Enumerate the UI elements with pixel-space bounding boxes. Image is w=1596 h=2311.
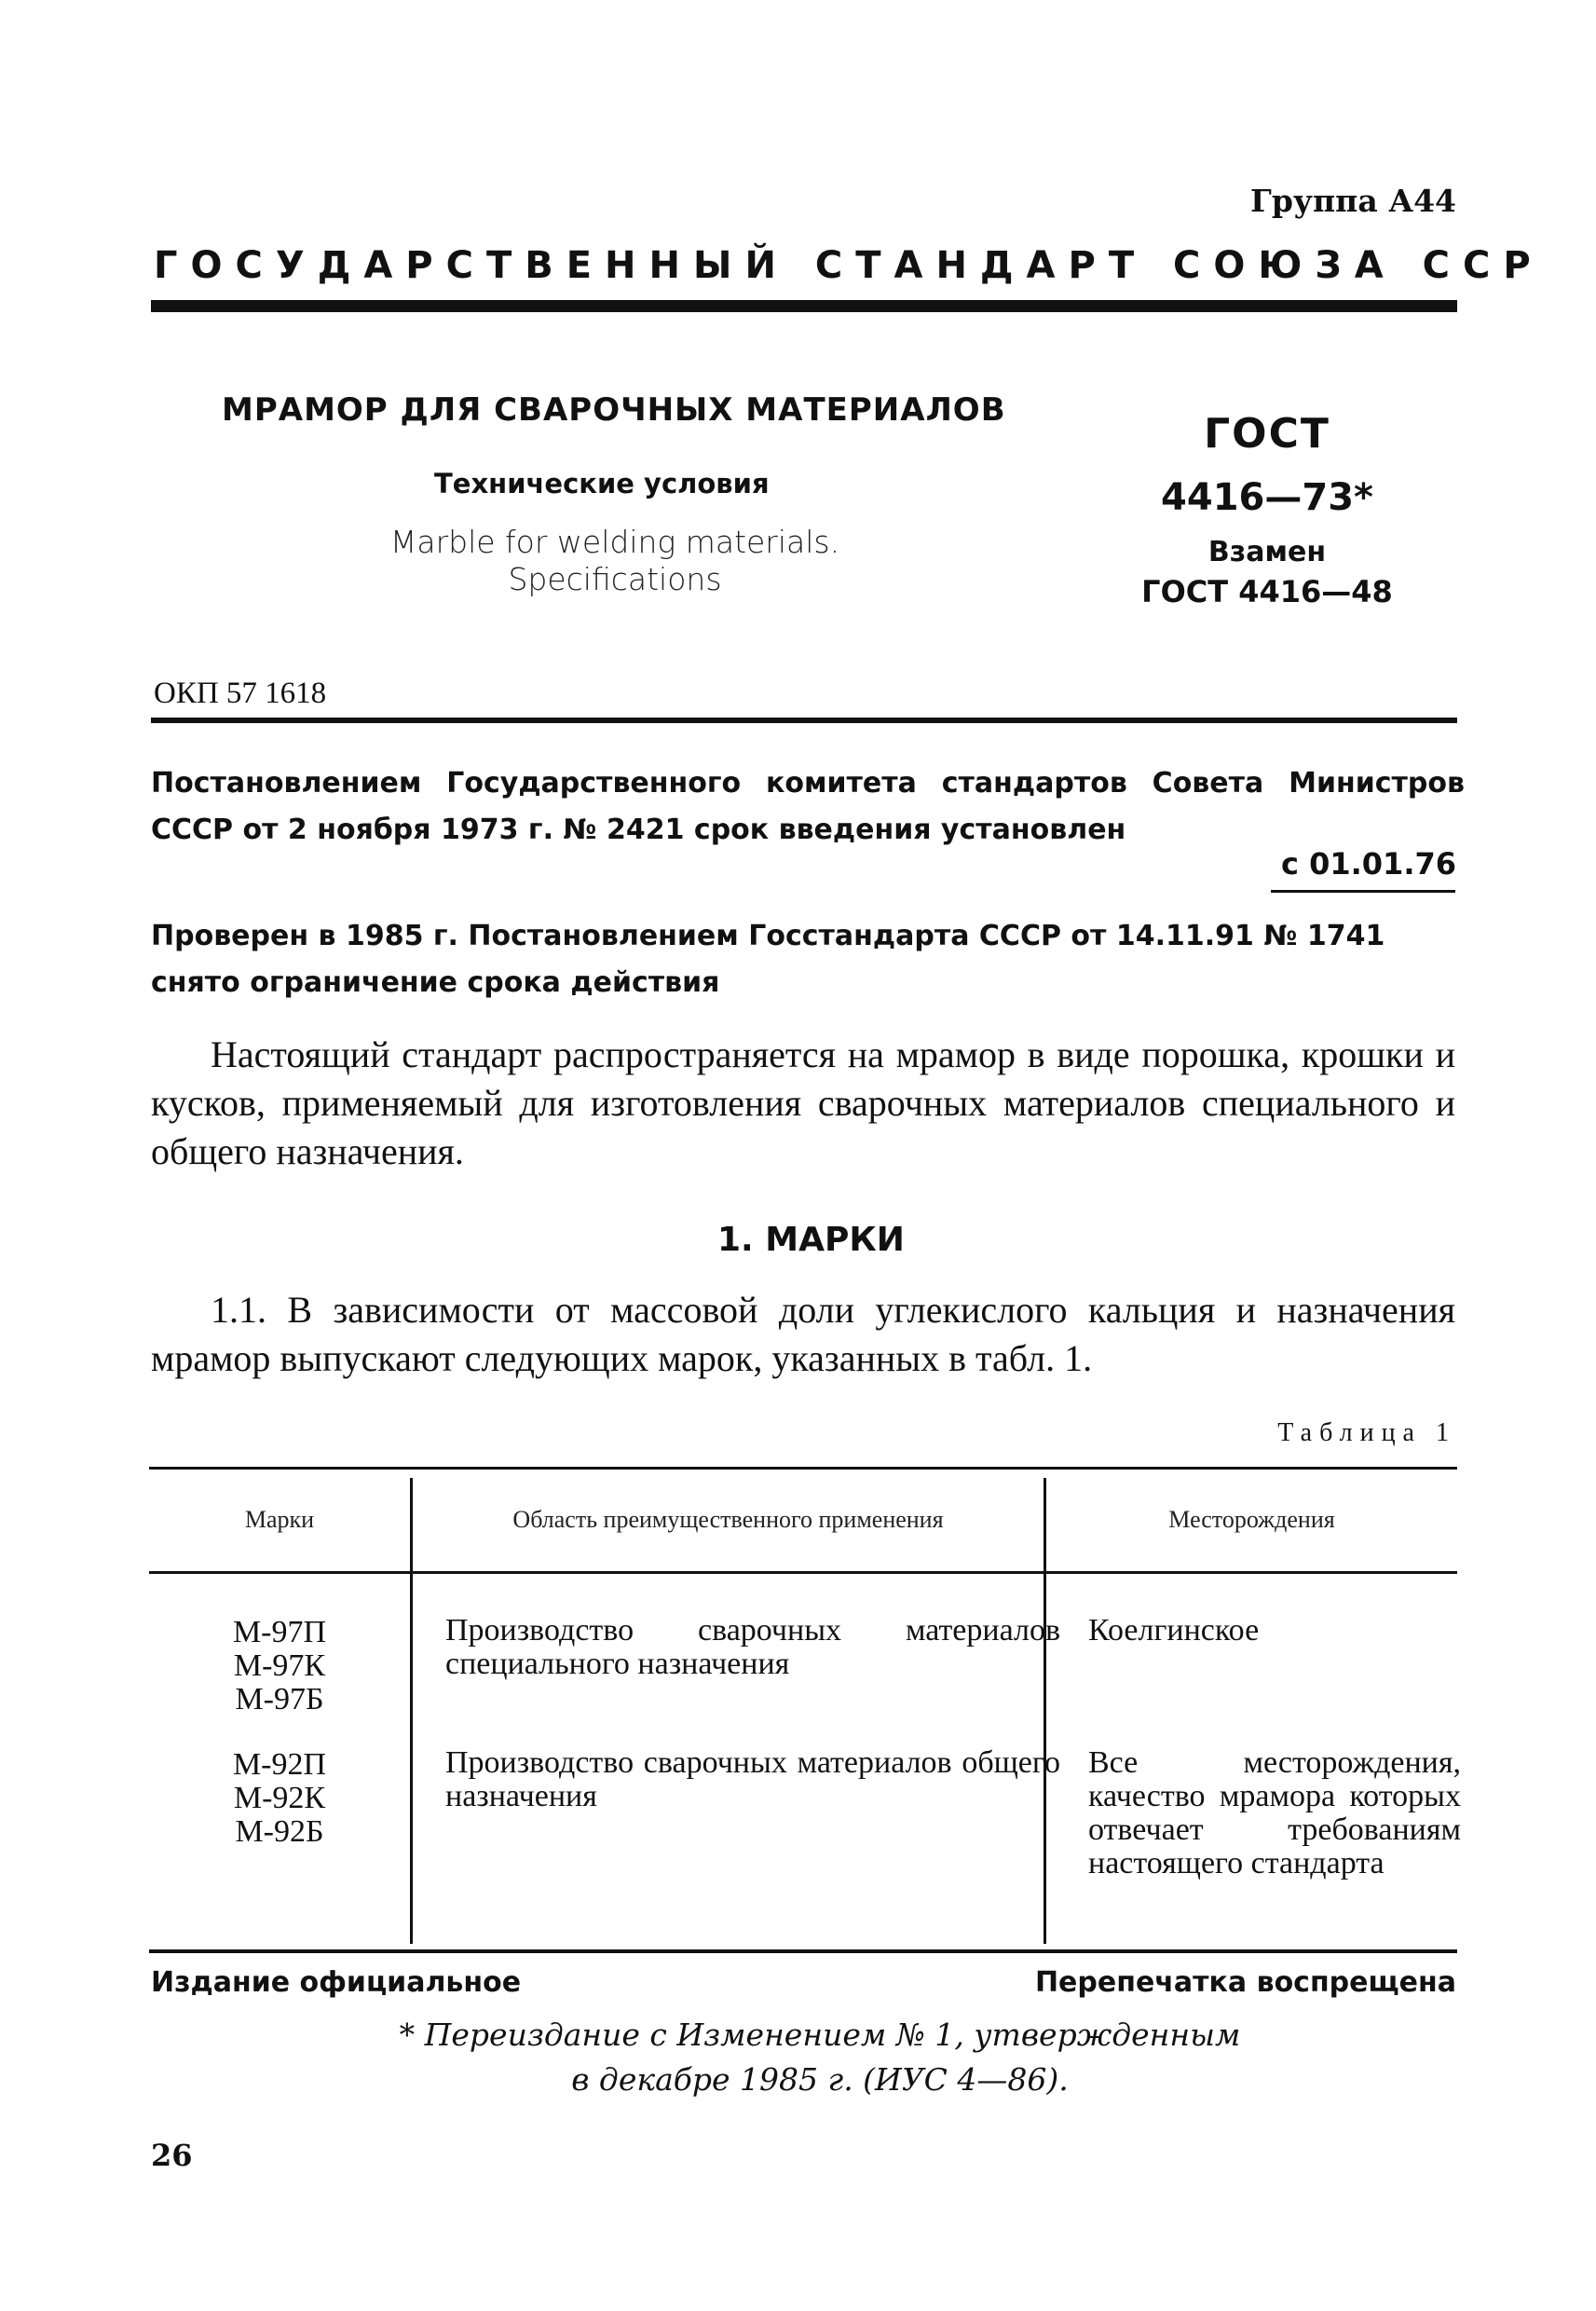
table-1 bbox=[149, 1467, 1461, 1948]
decree-text: Постановлением Государственного комитета стандартов Совета Министров СССР от 2 ноября 1973 г. № 2421 срок введения установлен bbox=[151, 767, 1465, 846]
reissue-note-line2: в декабре 1985 г. (ИУС 4—86). bbox=[571, 2061, 1069, 2098]
gost-replaces-label: Взамен bbox=[1207, 536, 1327, 568]
reissue-note bbox=[373, 2013, 1267, 2102]
header-title bbox=[154, 244, 1544, 287]
table-row-1-marks bbox=[177, 1616, 382, 1716]
doc-title: МРАМОР ДЛЯ СВАРОЧНЫХ МАТЕРИАЛОВ bbox=[222, 391, 1006, 429]
table-col-divider-1 bbox=[410, 1478, 413, 1944]
reissue-note-line1: * Переиздание с Изменением № 1, утвержденным bbox=[399, 2017, 1241, 2053]
table-row-1-area: Производство сварочных материалов специального назначения bbox=[445, 1613, 1060, 1681]
review-text-line1: Проверен в 1985 г. Постановлением Госстандарта СССР от 14.11.91 № 1741 bbox=[151, 920, 1385, 952]
gost-word: ГОСТ bbox=[1204, 410, 1330, 458]
table-top-rule bbox=[149, 1467, 1457, 1470]
table-row-2-area: Производство сварочных материалов общего назначения bbox=[445, 1745, 1060, 1813]
table-row-2-marks bbox=[177, 1748, 382, 1849]
table-header-marks: Марки bbox=[244, 1506, 315, 1533]
doc-title-english bbox=[317, 524, 913, 598]
table-caption: Таблица 1 bbox=[1277, 1418, 1456, 1447]
reprint-prohibited: Перепечатка воспрещена bbox=[1034, 1966, 1456, 1999]
header-title-text: ГОСУДАРСТВЕННЫЙ СТАНДАРТ СОЮЗА ССР bbox=[154, 244, 1544, 287]
intro-paragraph: Настоящий стандарт распространяется на мрамор в виде порошка, крошки и кусков, применяемый для изготовления сварочных материалов специального и общего назначения. bbox=[151, 1033, 1455, 1172]
mark-label: М-97Б bbox=[235, 1682, 324, 1716]
mark-label: М-97П bbox=[232, 1615, 327, 1649]
table-row-2-deposit: Все месторождения, качество мрамора которых отвечает требованиям настоящего стандарта bbox=[1088, 1745, 1461, 1880]
edition-official: Издание официальное bbox=[151, 1966, 522, 1999]
table-header-area: Область преимущественного применения bbox=[512, 1506, 944, 1533]
clause-1-1: 1.1. В зависимости от массовой доли углекислого кальция и назначения мрамор выпускают следующих марок, указанных в табл. 1. bbox=[151, 1289, 1455, 1379]
mark-label: М-92П bbox=[232, 1747, 327, 1782]
gost-number: 4416—73* bbox=[1161, 476, 1373, 519]
group-label: Группа А44 bbox=[1250, 183, 1456, 219]
doc-subtitle: Технические условия bbox=[434, 468, 770, 499]
table-row-1-deposit: Коелгинское bbox=[1088, 1613, 1260, 1648]
header-rule bbox=[151, 300, 1457, 312]
page-number: 26 bbox=[151, 2138, 193, 2173]
gost-replaced: ГОСТ 4416—48 bbox=[1141, 574, 1393, 609]
review-text bbox=[151, 913, 1465, 1006]
review-text-line2: снято ограничение срока действия bbox=[151, 966, 720, 999]
mark-label: М-92К bbox=[233, 1781, 326, 1815]
table-header-rule bbox=[149, 1571, 1457, 1574]
gost-designation bbox=[1118, 410, 1416, 609]
section-heading: 1. МАРКИ bbox=[717, 1221, 905, 1259]
introduction-date: с 01.01.76 bbox=[1280, 846, 1456, 882]
date-rule bbox=[1271, 890, 1455, 893]
doc-title-english-line1: Marble for welding materials. bbox=[389, 524, 840, 560]
mark-label: М-92Б bbox=[235, 1814, 324, 1849]
okp-rule bbox=[151, 718, 1457, 723]
mark-label: М-97К bbox=[233, 1648, 326, 1683]
table-col-divider-2 bbox=[1044, 1478, 1046, 1944]
doc-title-english-line2: Specifications bbox=[508, 561, 722, 597]
table-bottom-rule bbox=[149, 1949, 1457, 1953]
okp-code: ОКП 57 1618 bbox=[154, 677, 327, 710]
table-header-deposits: Месторождения bbox=[1168, 1506, 1335, 1533]
